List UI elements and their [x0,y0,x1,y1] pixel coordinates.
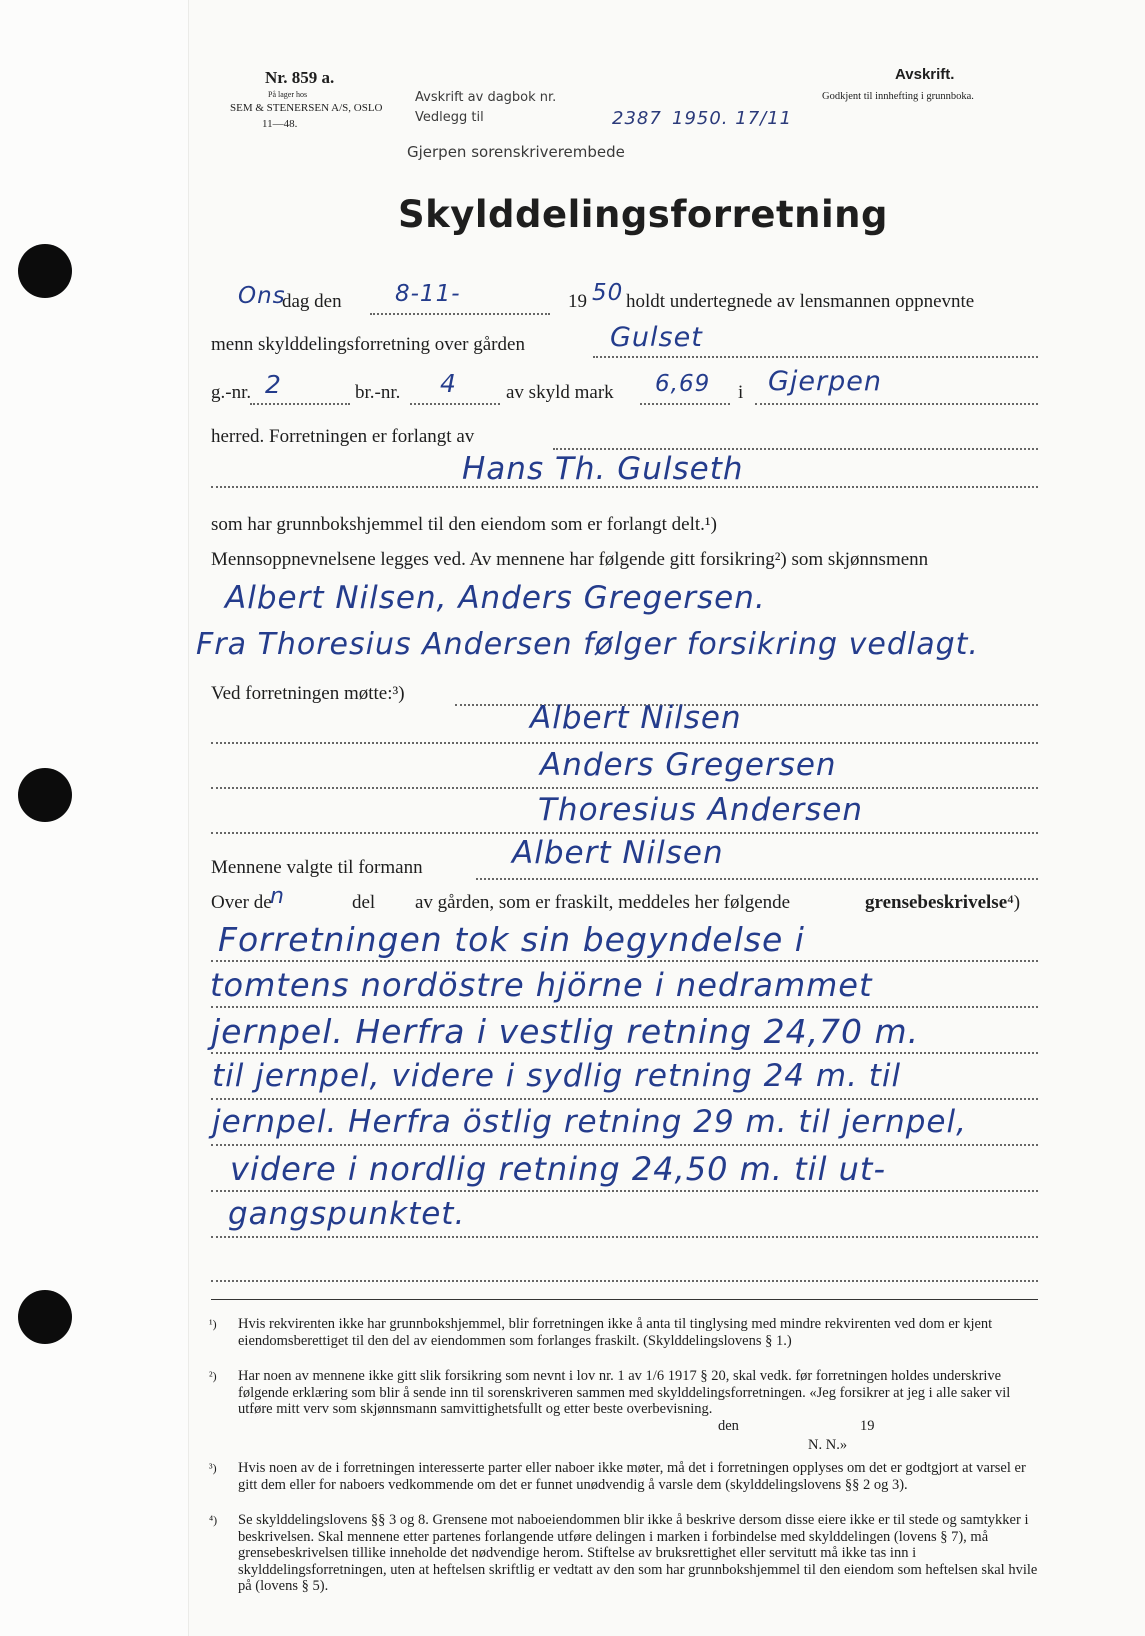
punch-hole-bottom [18,1290,72,1344]
i-label: i [738,382,744,403]
publisher-line-2: SEM & STENERSEN A/S, OSLO [230,102,383,114]
over-de-label: Over de [211,892,272,913]
av-garden-label: av gården, som er fraskilt, meddeles her følgende [415,892,791,913]
skyld-dotted-line [640,403,730,405]
brnr-dotted-line [410,403,500,405]
mennsoppnevnelse-text: Mennsoppnevnelsene legges ved. Av mennene har følgende gitt forsikring²) som skjønnsmenn [211,549,929,570]
stamp-number: 2387 [612,108,662,129]
footnote-2-nn: N. N.» [808,1437,848,1453]
desc-dotted-line-6 [211,1190,1038,1192]
formann-dotted-line [476,878,1038,880]
description-line-5: jernpel. Herfra östlig retning 29 m. til jernpel, [212,1104,967,1140]
grensebeskrivelse-bold: grensebeskrivelse [865,892,1008,913]
description-line-7: gangspunktet. [228,1196,466,1232]
footnote-3-mark: ³) [209,1461,217,1475]
holdt-label: holdt undertegnede av lensmannen oppnevnte [626,291,975,312]
del-label: del [352,892,376,913]
skyld-value: 6,69 [655,371,711,397]
date-dotted-line [370,313,550,315]
stamp-line-2: Vedlegg til [415,110,484,125]
date-value: 8-11- [395,281,461,307]
brnr-value: 4 [440,369,457,398]
form-number: Nr. 859 a. [265,68,335,87]
publisher-line-1: På lager hos [268,90,308,99]
footnote-3 [209,1460,1038,1493]
footnote-2-text: Har noen av mennene ikke gitt slik forsikring som nevnt i lov nr. 1 av 1/6 1917 § 20, skal vedk. før forretningen holdes underskrive følgende erklæring som blir å sende inn til sorenskriveren sammen med skylddelingsforretningen. «Jeg forsikrer at jeg i alle saker vil utføre mitt verv som skjønnsmann samvittighetsfullt og etter beste overbevisning. [238,1368,1011,1417]
footnote-1-mark: ¹) [209,1317,217,1331]
desc-dotted-line-1 [211,960,1038,962]
over-de-hw: n [270,884,285,909]
description-line-3: jernpel. Herfra i vestlig retning 24,70 m. [211,1012,920,1051]
desc-dotted-line-3 [211,1052,1038,1054]
punch-hole-middle [18,768,72,822]
gnr-value: 2 [265,370,282,399]
formann-name: Albert Nilsen [512,835,724,871]
municipality-dotted-line [755,403,1038,405]
description-line-6: videre i nordlig retning 24,50 m. til ut- [230,1150,886,1188]
stamp-date: 1950. 17/11 [672,108,793,129]
description-line-1: Forretningen tok sin begyndelse i [218,920,805,959]
document-title: Skylddelingsforretning [398,193,888,236]
footnote-separator [211,1299,1038,1300]
attendee-dotted-line-2 [211,742,1038,744]
footnote-2-den: den [718,1418,739,1434]
footnote-2-mark: ²) [209,1369,217,1383]
stamp-line-1: Avskrift av dagbok nr. [415,90,557,105]
footnote-1 [209,1316,1038,1349]
ved-forretningen-label: Ved forretningen møtte:³) [211,683,405,704]
footnote-4 [209,1512,1038,1595]
gnr-label: g.-nr. [211,382,252,403]
page-margin [0,0,189,1636]
gnr-dotted-line [250,403,350,405]
attendee-dotted-line-3 [211,787,1038,789]
weekday-prefix: Ons [238,283,286,309]
desc-dotted-line-2 [211,1006,1038,1008]
desc-dotted-line-7 [211,1236,1038,1238]
grense-footnote-mark: ⁴) [1007,892,1021,913]
herred-dotted-line [553,448,1038,450]
footnote-1-text: Hvis rekvirenten ikke har grunnbokshjemmel, blir forretningen ikke å anta til tinglysing med mindre rekvirenten ved dom er kjent eiendomsberettiget til den del av eiendommen som forlanges fraskilt. (Skylddelingslovens § 1.) [238,1316,993,1349]
menn-label: menn skylddelingsforretning over gården [211,334,525,355]
year-prefix: 19 [568,291,587,312]
punch-hole-top [18,244,72,298]
requester: Hans Th. Gulseth [462,451,744,487]
avskrift-title: Avskrift. [895,66,955,83]
municipality: Gjerpen [768,366,882,397]
dag-den-label: dag den [282,291,342,312]
desc-dotted-line-5 [211,1144,1038,1146]
sworn-line-1: Albert Nilsen, Anders Gregersen. [225,580,766,616]
brnr-label: br.-nr. [355,382,401,403]
footnote-3-text: Hvis noen av de i forretningen interesserte parter eller naboer ikke møter, må det i forretningen opplyses om det er godtgjort at varsel er gitt dem eller for naboers vedkommende om det er funnet unødvendig å varsle dem (skylddelingslovens §§ 2 og 3). [238,1460,1026,1493]
footnote-4-mark: ⁴) [209,1513,218,1527]
footnote-4-text: Se skylddelingslovens §§ 3 og 8. Grensene mot naboeiendommen blir ikke å beskrive dersom disse eiere ikke er til stede og samtykker i beskrivelsen. Skal mennene etter partenes forlangende utføre delingen i marken i forbindelse med skylddelingen (lovens § 7), må grensebeskrivelsen tillike inneholde det nødvendige herom. Stiftelse av bruksrettighet eller servitutt må ikke tas inn i skylddelingsforretningen, uten at heftelsen skriftlig er vedtatt av den som har grunnbokshjemmel til den eiendom som heftelsen skal hvile på (lovens § 5). [238,1512,1038,1594]
description-line-4: til jernpel, videre i sydlig retning 24 m. til [212,1058,902,1094]
formann-label: Mennene valgte til formann [211,857,423,878]
grensebeskrivelse-label [865,892,1020,914]
year-suffix: 50 [592,280,624,306]
footnote-2 [209,1368,1038,1418]
farm-dotted-line [593,356,1038,358]
skyld-label: av skyld mark [506,382,614,403]
desc-dotted-line-4 [211,1098,1038,1100]
description-line-2: tomtens nordöstre hjörne i nedrammet [210,966,873,1004]
farm-name: Gulset [610,322,703,353]
stamp-office: Gjerpen sorenskriverembede [407,143,625,161]
herred-label: herred. Forretningen er forlangt av [211,426,475,447]
attendee-1: Albert Nilsen [530,700,742,736]
avskrift-note: Godkjent til innhefting i grunnboka. [822,91,974,102]
attendee-2: Anders Gregersen [540,747,837,783]
desc-dotted-line-8 [211,1280,1038,1282]
grunnbok-text: som har grunnbokshjemmel til den eiendom som er forlangt delt.¹) [211,514,717,535]
footnote-2-year: 19 [860,1418,875,1434]
attendee-3: Thoresius Andersen [538,792,864,828]
sworn-line-2: Fra Thoresius Andersen følger forsikring vedlagt. [196,627,979,662]
attendee-dotted-line-4 [211,832,1038,834]
publisher-line-3: 11—48. [262,118,298,130]
